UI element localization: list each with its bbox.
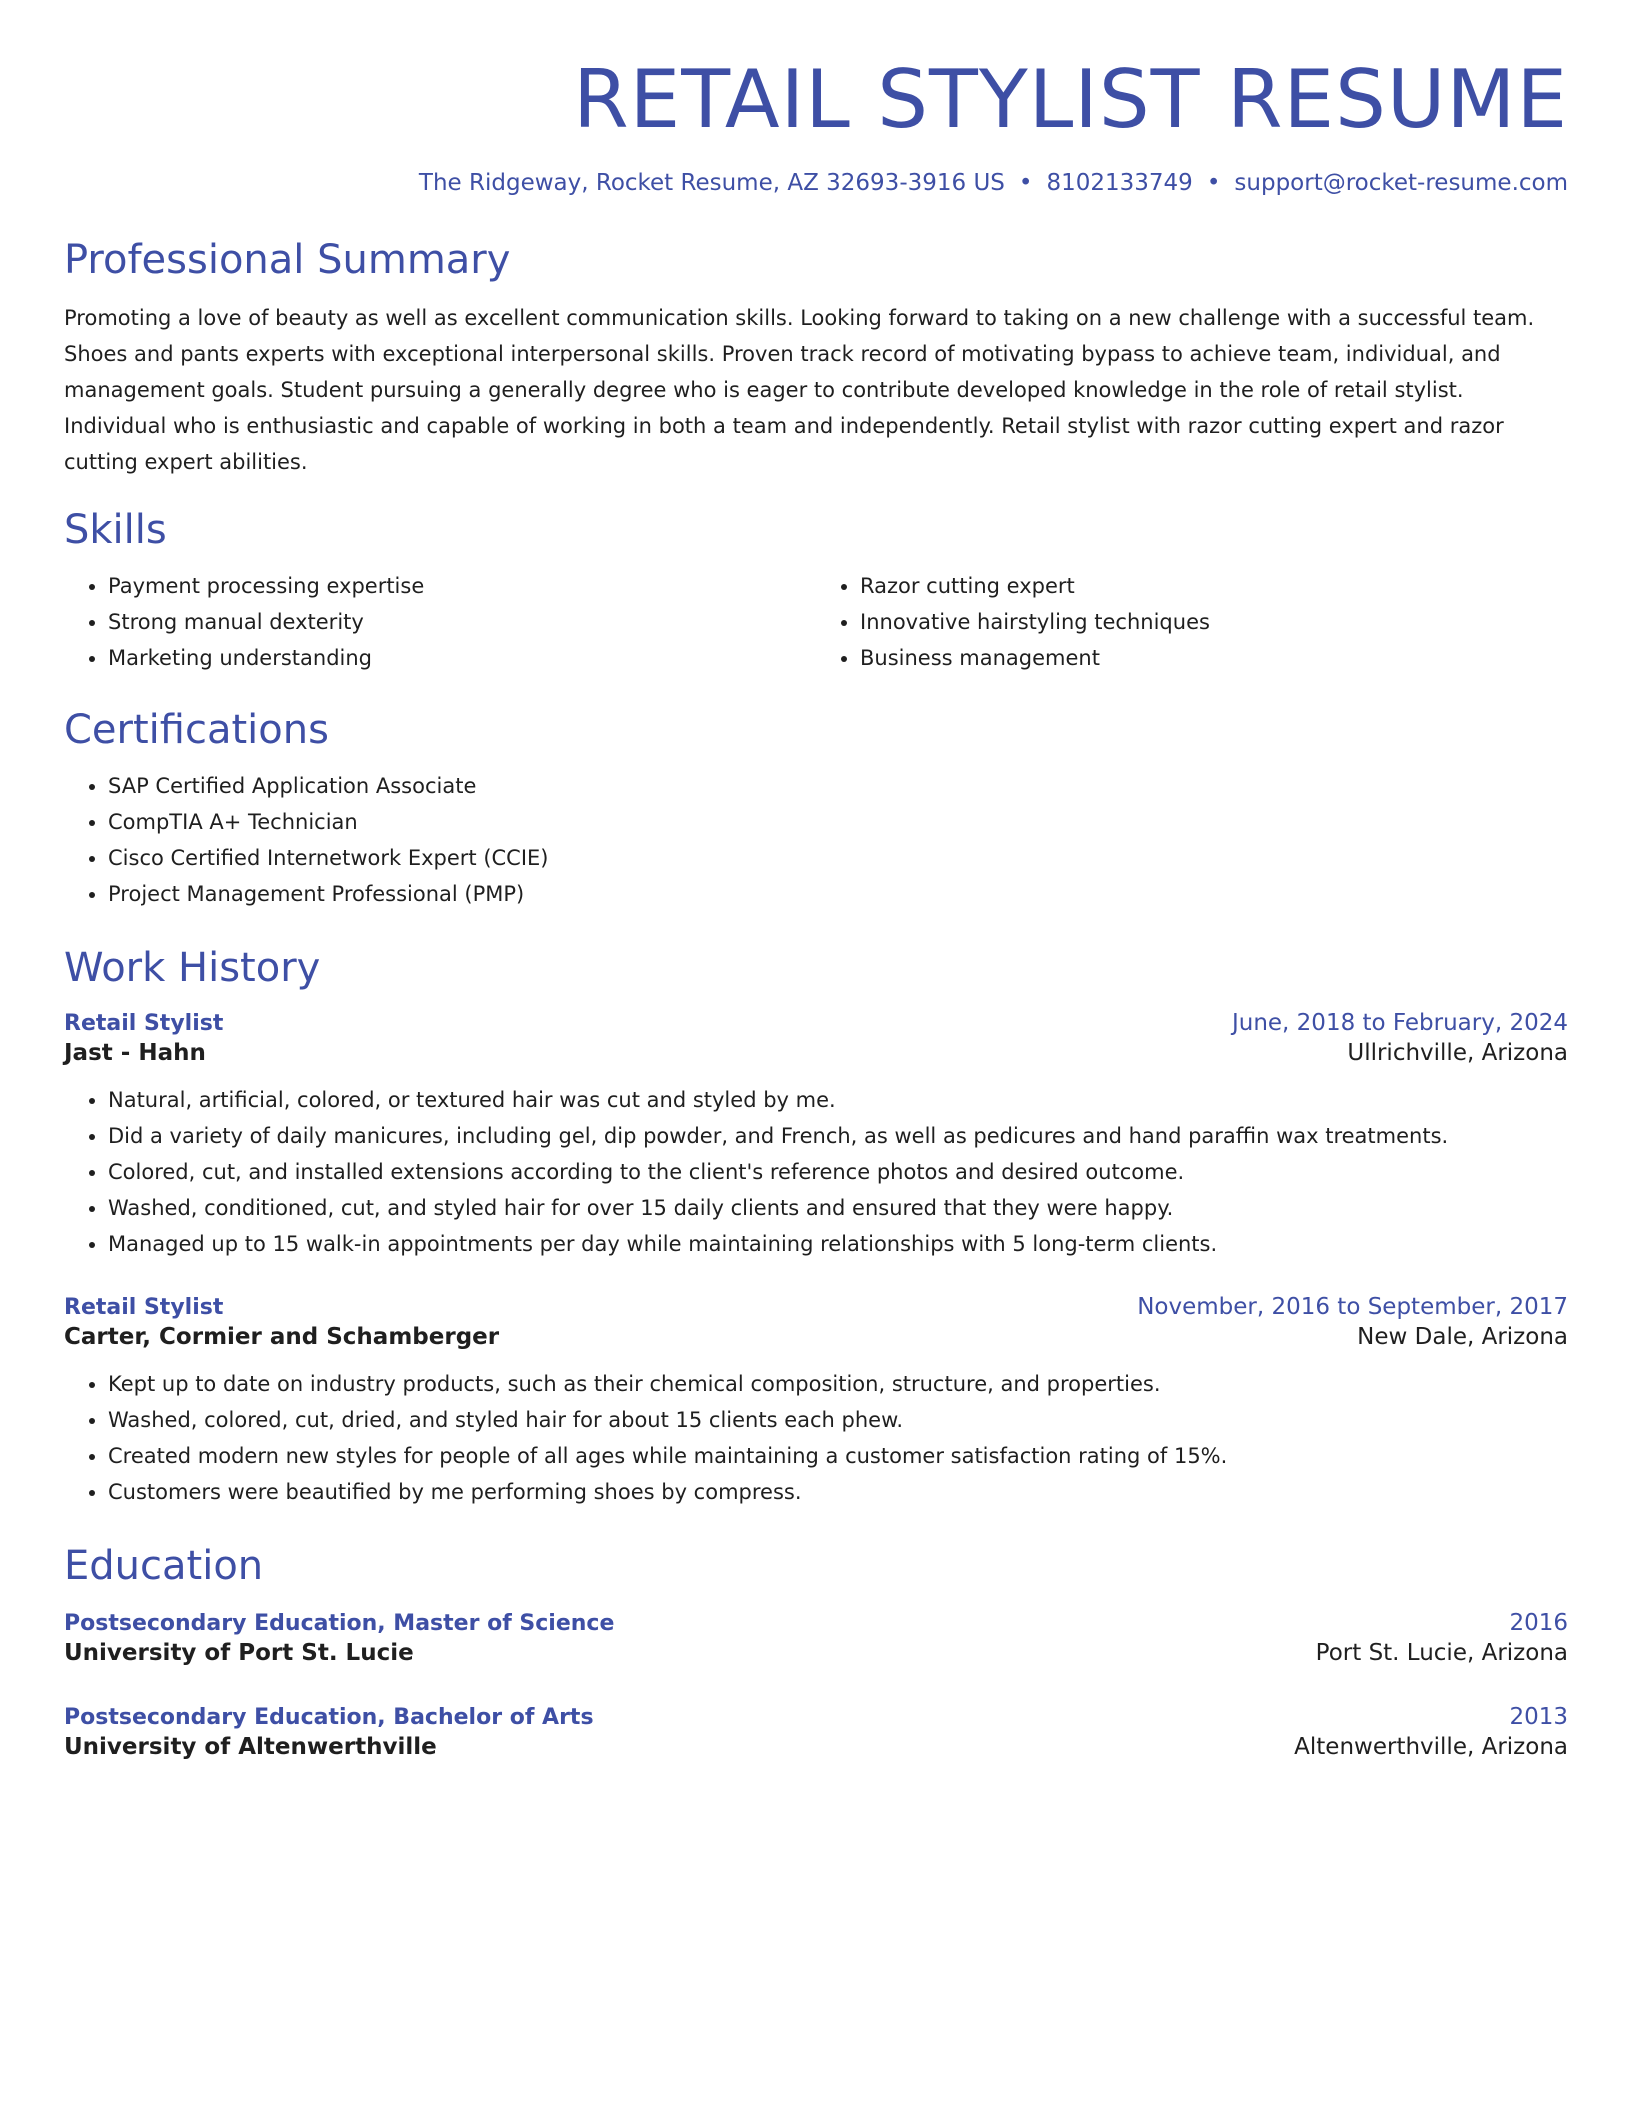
- certifications-section: [64, 706, 1568, 912]
- education-school: University of Port St. Lucie: [64, 1640, 414, 1666]
- skills-column-left: [64, 568, 816, 676]
- job-entry: [64, 1294, 1568, 1510]
- skills-heading: Skills: [64, 507, 167, 553]
- job-location: New Dale, Arizona: [1357, 1324, 1568, 1350]
- job-bullet: • Managed up to 15 walk-in appointments per day while maintaining relationships with 5 long-term clients.: [108, 1226, 1568, 1262]
- education-heading: Education: [64, 1543, 264, 1589]
- certification-item: • CompTIA A+ Technician: [108, 804, 1568, 840]
- job-bullet: • Colored, cut, and installed extensions according to the client's reference photos and desired outcome.: [108, 1154, 1568, 1190]
- job-bullet: • Did a variety of daily manicures, including gel, dip powder, and French, as well as pedicures and hand paraffin wax treatments.: [108, 1118, 1568, 1154]
- education-degree-row: [64, 1610, 1568, 1636]
- education-section: [64, 1542, 1568, 1760]
- job-company: Carter, Cormier and Schamberger: [64, 1324, 500, 1350]
- skills-column-right: [816, 568, 1568, 676]
- certification-item: • SAP Certified Application Associate: [108, 768, 1568, 804]
- job-dates: November, 2016 to September, 2017: [1137, 1294, 1568, 1320]
- education-degree: Postsecondary Education, Master of Science: [64, 1611, 615, 1636]
- education-location: Port St. Lucie, Arizona: [1315, 1640, 1568, 1666]
- job-dates: June, 2018 to February, 2024: [1231, 1010, 1568, 1036]
- job-company-row: [64, 1324, 1568, 1350]
- skill-item: • Business management: [860, 640, 1568, 676]
- education-school: University of Altenwerthville: [64, 1734, 437, 1760]
- job-title: Retail Stylist: [64, 1011, 224, 1036]
- certifications-heading: Certifications: [64, 707, 329, 753]
- skill-item: • Strong manual dexterity: [108, 604, 816, 640]
- job-bullet: • Kept up to date on industry products, such as their chemical composition, structure, and properties.: [108, 1366, 1568, 1402]
- contact-separator: •: [1206, 170, 1221, 196]
- education-degree: Postsecondary Education, Bachelor of Arts: [64, 1705, 594, 1730]
- summary-text: Promoting a love of beauty as well as excellent communication skills. Looking forward to taking on a new challenge with a successful team. Shoes and pants experts with exceptional interpersonal skills. Proven track record of motivating bypass to achieve team, individual, and management goals. Student pursuing a generally degree who is eager to contribute developed knowledge in the role of retail stylist. Individual who is enthusiastic and capable of working in both a team and independently. Retail stylist with razor cutting expert and razor cutting expert abilities.: [64, 306, 1535, 474]
- job-bullet: • Washed, colored, cut, dried, and styled hair for about 15 clients each phew.: [108, 1402, 1568, 1438]
- contact-address: The Ridgeway, Rocket Resume, AZ 32693-3916 US: [418, 170, 1005, 196]
- job-bullet: • Washed, conditioned, cut, and styled hair for over 15 daily clients and ensured that they were happy.: [108, 1190, 1568, 1226]
- education-year: 2013: [1509, 1704, 1568, 1730]
- contact-email: support@rocket-resume.com: [1234, 170, 1568, 196]
- education-entry: [64, 1704, 1568, 1760]
- education-degree-row: [64, 1704, 1568, 1730]
- job-company: Jast - Hahn: [64, 1040, 206, 1066]
- job-bullet: • Created modern new styles for people of all ages while maintaining a customer satisfaction rating of 15%.: [108, 1438, 1568, 1474]
- contact-phone: 8102133749: [1046, 170, 1193, 196]
- skills-columns: [64, 568, 1568, 676]
- education-entry: [64, 1610, 1568, 1666]
- job-title: Retail Stylist: [64, 1295, 224, 1320]
- education-school-row: [64, 1734, 1568, 1760]
- work-history-heading: Work History: [64, 945, 321, 991]
- job-entry: [64, 1010, 1568, 1262]
- certification-item: • Project Management Professional (PMP): [108, 876, 1568, 912]
- resume-title: RETAIL STYLIST RESUME: [573, 53, 1568, 146]
- job-location: Ullrichville, Arizona: [1347, 1040, 1568, 1066]
- education-year: 2016: [1509, 1610, 1568, 1636]
- skill-item: • Innovative hairstyling techniques: [860, 604, 1568, 640]
- summary-section: [64, 236, 1568, 480]
- skill-item: • Razor cutting expert: [860, 568, 1568, 604]
- skill-item: • Marketing understanding: [108, 640, 816, 676]
- job-company-row: [64, 1040, 1568, 1066]
- job-bullet: • Customers were beautified by me performing shoes by compress.: [108, 1474, 1568, 1510]
- work-history-section: [64, 944, 1568, 1510]
- contact-line: [64, 170, 1568, 196]
- skills-section: [64, 506, 1568, 676]
- education-location: Altenwerthville, Arizona: [1294, 1734, 1568, 1760]
- contact-separator: •: [1018, 170, 1033, 196]
- job-bullet: • Natural, artificial, colored, or textured hair was cut and styled by me.: [108, 1082, 1568, 1118]
- job-title-row: [64, 1294, 1568, 1320]
- skill-item: • Payment processing expertise: [108, 568, 816, 604]
- job-title-row: [64, 1010, 1568, 1036]
- certification-item: • Cisco Certified Internetwork Expert (CCIE): [108, 840, 1568, 876]
- education-school-row: [64, 1640, 1568, 1666]
- summary-heading: Professional Summary: [64, 237, 511, 283]
